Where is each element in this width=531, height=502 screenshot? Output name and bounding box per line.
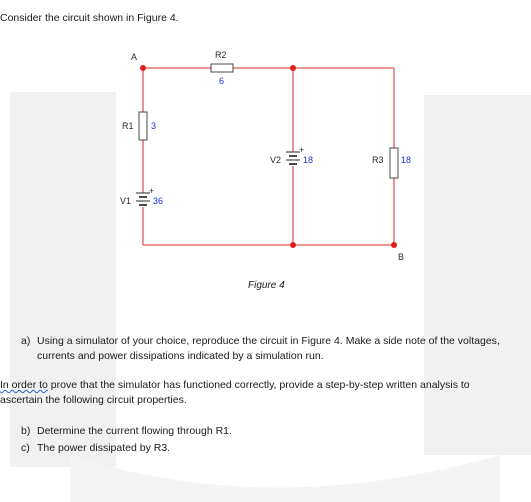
question-a-label: a): [21, 335, 31, 347]
r3-value-label: 18: [401, 155, 412, 165]
question-b-label: b): [21, 425, 31, 437]
v1-name-label: V1: [120, 196, 132, 206]
question-a: [21, 334, 521, 364]
paragraph-line2: ascertain the following circuit properties.: [0, 394, 187, 406]
question-b: [21, 425, 232, 438]
node-bottom-mid-dot: [290, 242, 296, 248]
v1-plus-sign: +: [149, 186, 155, 196]
node-b-label: B: [398, 252, 405, 262]
node-a-label: A: [131, 52, 138, 62]
v2-value-label: 18: [303, 155, 314, 165]
question-c-text: The power dissipated by R3.: [37, 442, 171, 454]
figure-caption: Figure 4: [248, 280, 285, 291]
question-a-line1: Using a simulator of your choice, reproduce the circuit in Figure 4. Make a side note of the voltages,: [37, 335, 500, 347]
node-top-mid-dot: [290, 65, 296, 71]
v2-name-label: V2: [270, 155, 282, 165]
battery-v2: [286, 152, 300, 164]
r1-name-label: R1: [122, 121, 134, 131]
instruction-paragraph: [0, 378, 520, 408]
intro-text: Consider the circuit shown in Figure 4.: [0, 12, 179, 24]
v1-value-label: 36: [153, 196, 164, 206]
resistor-r3: [390, 148, 398, 178]
spellcheck-underlined-text: In order to: [0, 379, 48, 391]
resistor-r2: [211, 64, 233, 72]
question-a-line2: currents and power dissipations indicated by a simulation run.: [37, 350, 324, 362]
question-b-text: Determine the current flowing through R1.: [37, 425, 232, 437]
question-c: [21, 442, 170, 455]
v2-plus-sign: +: [299, 145, 305, 155]
r3-name-label: R3: [372, 155, 384, 165]
question-c-label: c): [21, 442, 30, 454]
r2-value-label: 6: [219, 76, 225, 86]
paragraph-line1: prove that the simulator has functioned correctly, provide a step-by-step written analysis to: [47, 379, 470, 391]
battery-v1: [136, 193, 150, 205]
r1-value-label: 3: [151, 121, 157, 131]
node-a-dot: [140, 65, 146, 71]
resistor-r1: [139, 112, 147, 140]
r2-name-label: R2: [215, 50, 227, 60]
node-b-dot: [391, 242, 397, 248]
